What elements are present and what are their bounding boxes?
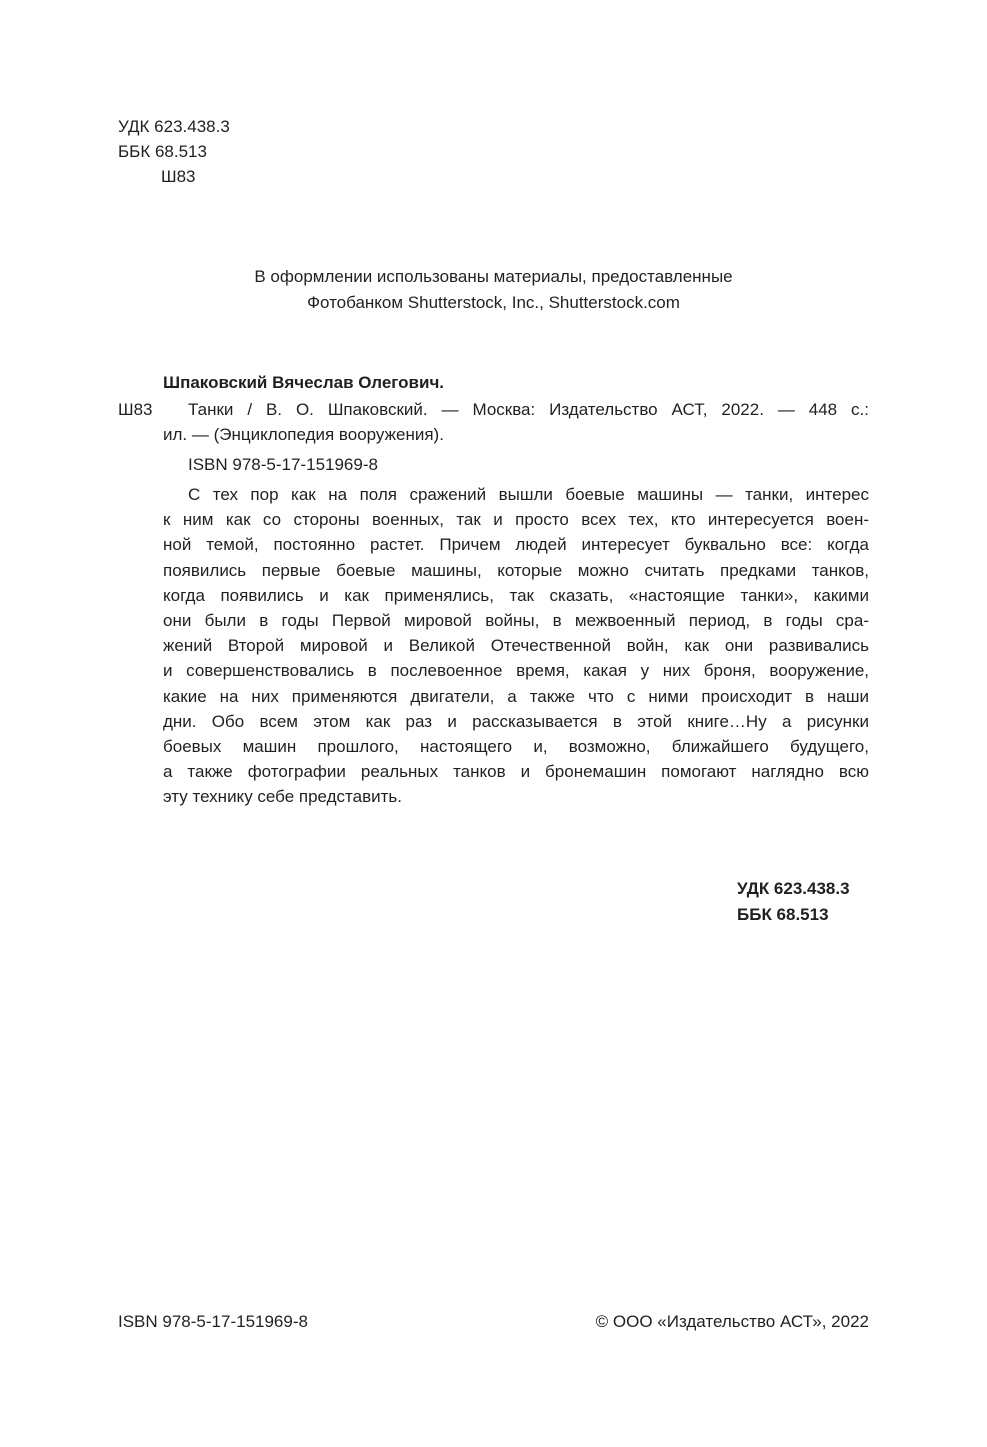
udk-code-right: УДК 623.438.3: [737, 879, 850, 898]
isbn-line: ISBN 978-5-17-151969-8: [188, 455, 378, 474]
annotation-line: дни. Обо всем этом как раз и рассказывается в этой книге…Ну а рисунки: [163, 711, 869, 731]
footer-copyright: © ООО «Издательство АСТ», 2022: [595, 1312, 869, 1331]
author-name: Шпаковский Вячеслав Олегович.: [163, 373, 445, 392]
annotation-line: какие на них применяются двигатели, а также что с ними происходит в наши: [163, 686, 869, 706]
annotation-line: к ним как со стороны военных, так и просто всех тех, кто интересуется воен-: [163, 510, 869, 530]
annotation-line: и совершенствовались в послевоенное время, какая у них броня, вооружение,: [163, 661, 869, 681]
annotation-line: жений Второй мировой и Великой Отечественной войн, как они развивались: [163, 636, 869, 656]
annotation-line: а также фотографии реальных танков и бронемашин помогают наглядно всю: [163, 762, 869, 782]
annotation-line: эту технику себе представить.: [163, 787, 403, 807]
classification-block: [118, 114, 230, 189]
annotation-line: боевых машин прошлого, настоящего и, возможно, ближайшего будущего,: [163, 736, 869, 756]
bbk-code-right: ББК 68.513: [737, 905, 829, 924]
annotation-line: С тех пор как на поля сражений вышли боевые машины — танки, интерес: [188, 485, 869, 504]
bibliographic-description: [163, 397, 869, 447]
annotation: [163, 482, 869, 809]
annotation-line: ной темой, постоянно растет. Причем людей интересует буквально все: когда: [163, 535, 869, 555]
credits-line-2: Фотобанком Shutterstock, Inc., Shutterstock.com: [307, 293, 680, 312]
bib-line-2: ил. — (Энциклопедия вооружения).: [163, 425, 444, 444]
classification-codes-right: [737, 876, 850, 928]
footer-isbn: ISBN 978-5-17-151969-8: [118, 1312, 308, 1331]
annotation-line: когда появились и как применялись, так сказать, «настоящие танки», какими: [163, 585, 869, 605]
author-mark: Ш83: [161, 167, 196, 186]
image-credits: [0, 264, 987, 316]
credits-line-1: В оформлении использованы материалы, предоставленные: [254, 267, 733, 286]
bib-author-mark: Ш83: [118, 400, 153, 419]
annotation-line: появились первые боевые машины, которые можно считать предками танков,: [163, 560, 869, 580]
udk-code: УДК 623.438.3: [118, 117, 230, 136]
bib-line-1: Танки / В. О. Шпаковский. — Москва: Издательство АСТ, 2022. — 448 с.:: [188, 400, 869, 419]
bbk-code: ББК 68.513: [118, 142, 207, 161]
annotation-line: они были в годы Первой мировой войны, в межвоенный период, в годы сра-: [163, 610, 869, 630]
